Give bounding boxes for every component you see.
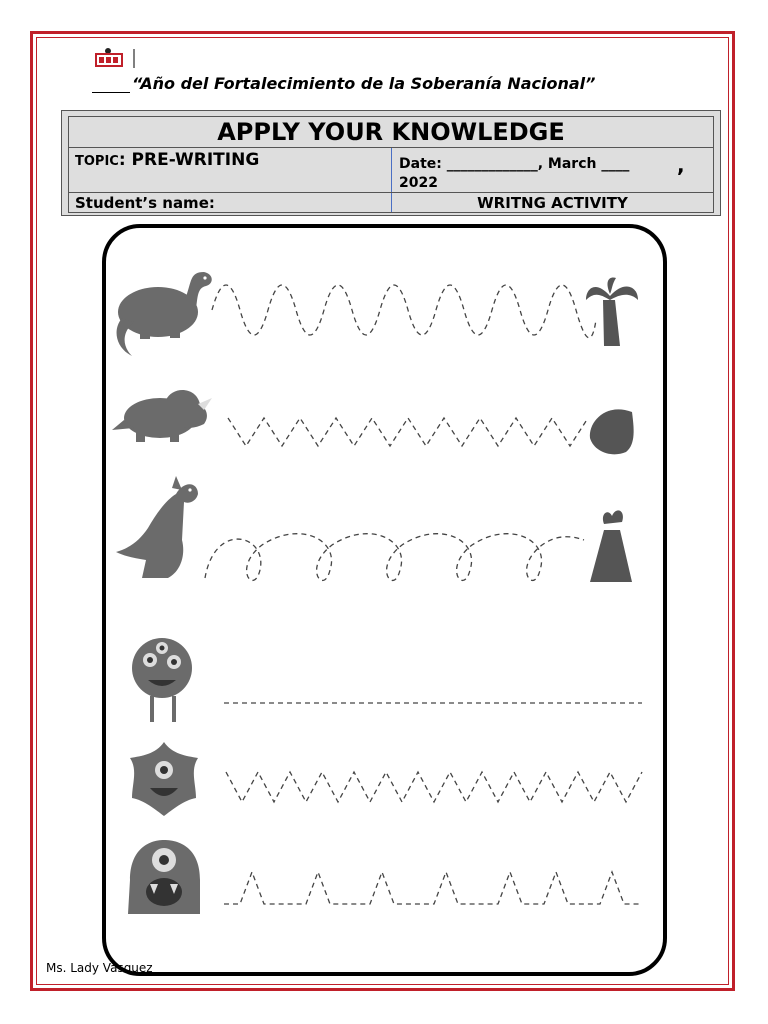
trace-arches-path[interactable] bbox=[224, 872, 642, 904]
page-title: APPLY YOUR KNOWLEDGE bbox=[69, 117, 713, 148]
leaf-icon bbox=[590, 409, 634, 454]
topic-value: : PRE-WRITING bbox=[118, 150, 260, 170]
triceratops-icon bbox=[112, 390, 212, 442]
trace-zigzag-path[interactable] bbox=[228, 418, 588, 446]
date-year: 2022 bbox=[399, 175, 438, 191]
activity-label: WRITNG ACTIVITY bbox=[477, 194, 628, 212]
one-eyed-monster-icon bbox=[128, 840, 200, 914]
topic-label: TOPIC bbox=[75, 154, 119, 169]
stegosaurus-icon bbox=[116, 476, 198, 578]
trace-loops-path[interactable] bbox=[205, 534, 584, 581]
volcano-icon bbox=[590, 510, 632, 582]
student-name-label: Student’s name: bbox=[75, 194, 215, 212]
three-eyed-monster-icon bbox=[132, 638, 192, 722]
trace-small-zigzag-path[interactable] bbox=[226, 772, 642, 802]
star-monster-icon bbox=[130, 742, 198, 816]
motto-text: “Año del Fortalecimiento de la Soberanía Nacional” bbox=[132, 74, 596, 93]
dinosaur-longneck-icon bbox=[117, 272, 212, 356]
date-text: Date: _____________, March ____ bbox=[399, 156, 630, 172]
date-comma: , bbox=[677, 153, 685, 177]
palm-tree-icon bbox=[586, 278, 638, 346]
author-credit: Ms. Lady Vasquez bbox=[46, 961, 153, 975]
trace-wave-path[interactable] bbox=[212, 285, 596, 338]
